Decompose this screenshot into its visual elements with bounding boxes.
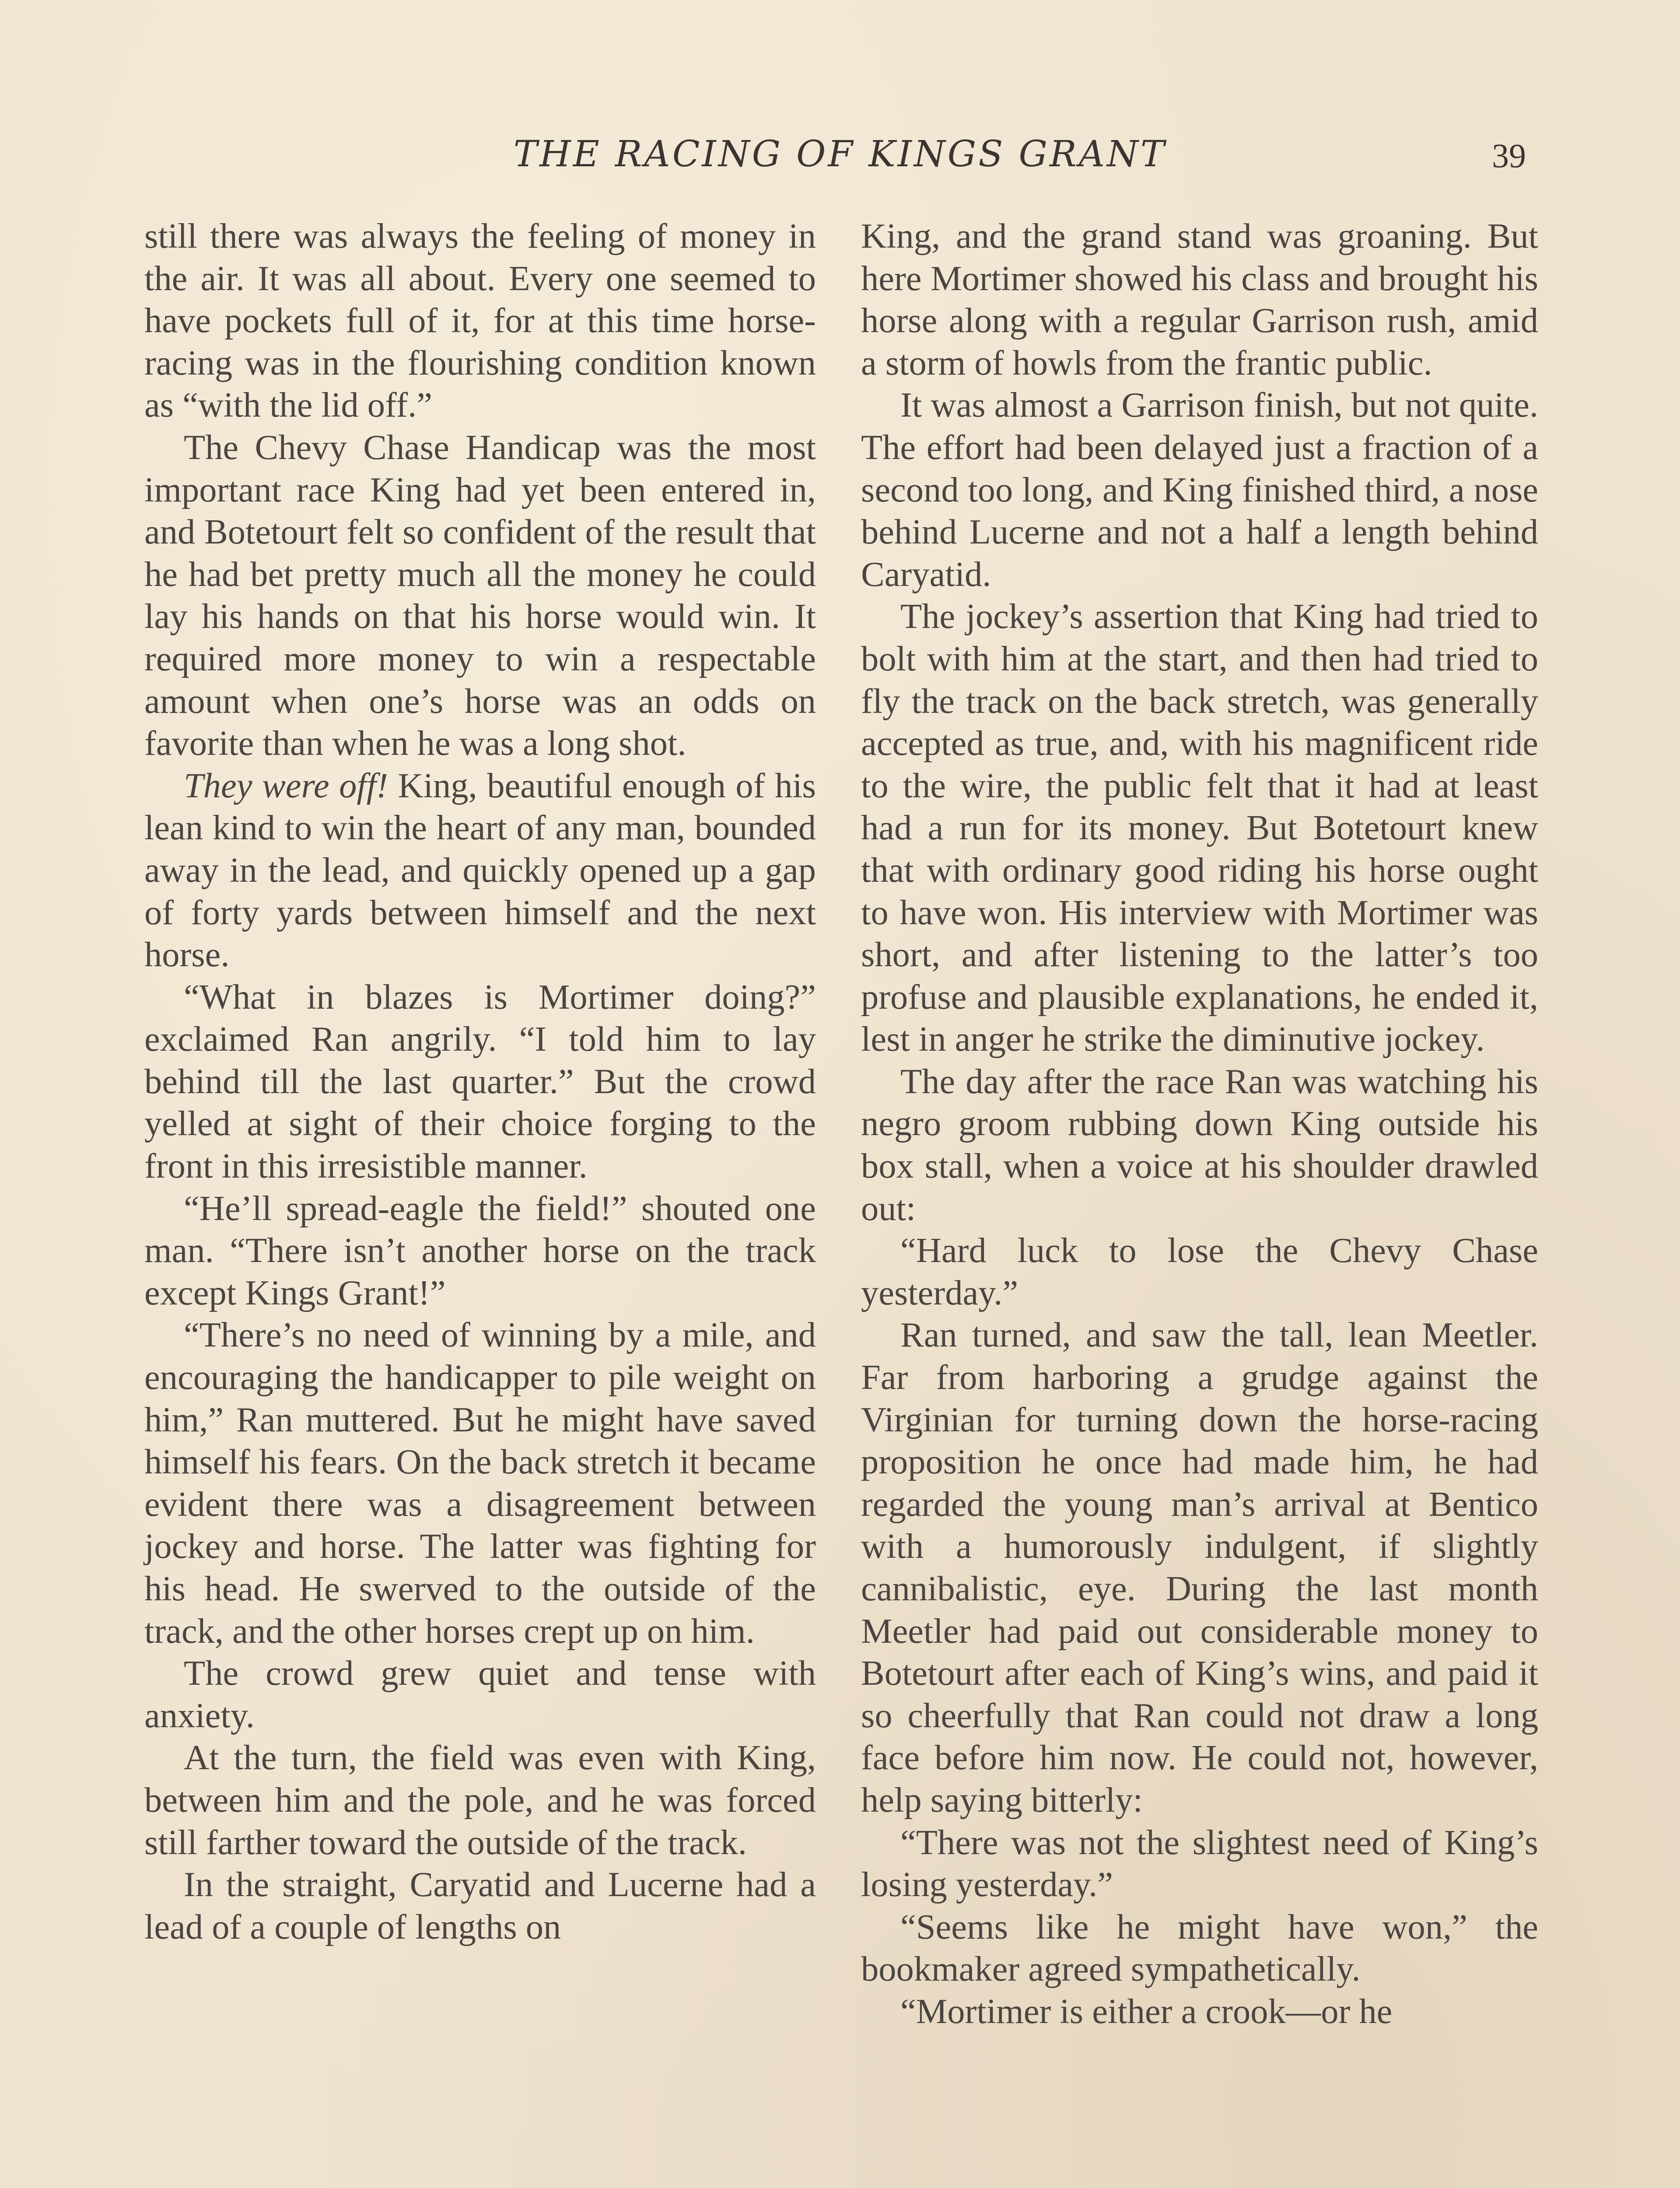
paragraph: “He’ll spread-eagle the field!” shouted one man. “There isn’t another horse on the track except Kings Grant!” bbox=[144, 1189, 816, 1312]
paragraph: still there was always the feeling of money in the air. It was all about. Every one seemed to have pockets full of it, for at this time horse-racing was in the flourishing condition known as “with the lid off.” bbox=[144, 217, 816, 425]
paragraph-text: King, beautiful enough of his lean kind to win the heart of any man, bounded away in the lead, and quickly opened up a gap of forty yards between himself and the next horse. bbox=[144, 766, 816, 975]
paragraph: The crowd grew quiet and tense with anxiety. bbox=[144, 1654, 816, 1735]
paragraph: “What in blazes is Mortimer doing?” exclaimed Ran angrily. “I told him to lay behind till the last quarter.” But the crowd yelled at sight of their choice forging to the front in this irresistible manner. bbox=[144, 977, 816, 1186]
paragraph: At the turn, the field was even with King, between him and the pole, and he was forced still farther toward the outside of the track. bbox=[144, 1738, 816, 1862]
paragraph: In the straight, Caryatid and Lucerne had a lead of a couple of lengths on bbox=[144, 1865, 816, 1946]
paragraph: King, and the grand stand was groaning. But here Mortimer showed his class and brought his horse along with a regular Garrison rush, amid a storm of howls from the frantic public. bbox=[861, 217, 1538, 382]
left-column bbox=[144, 215, 816, 2188]
paragraph: The day after the race Ran was watching his negro groom rubbing down King outside his box stall, when a voice at his shoulder drawled out: bbox=[861, 1062, 1538, 1228]
italic-phrase: They were off! bbox=[184, 766, 388, 805]
paragraph: “There’s no need of winning by a mile, and encouraging the handicapper to pile weight on him,” Ran muttered. But he might have saved himself his fears. On the back stretch it became evident there was a disagreement between jockey and horse. The latter was fighting for his head. He swerved to the outside of the track, and the other horses crept up on him. bbox=[144, 1315, 816, 1651]
paragraph: “Mortimer is either a crook—or he bbox=[900, 1992, 1393, 2031]
paragraph: “Hard luck to lose the Chevy Chase yesterday.” bbox=[861, 1231, 1538, 1312]
page-number: 39 bbox=[1492, 137, 1526, 175]
paragraph: “Seems like he might have won,” the bookmaker agreed sympathetically. bbox=[861, 1907, 1538, 1989]
paragraph bbox=[144, 765, 816, 976]
paragraph: The jockey’s assertion that King had tried to bolt with him at the start, and then had tried to fly the track on the back stretch, was generally accepted as true, and, with his magnificent ride to the wire, the public felt that it had at least had a run for its money. But Botetourt knew that with ordinary good riding his horse ought to have won. His interview with Mortimer was short, and after listening to the latter’s too profuse and plausible explanations, he ended it, lest in anger he strike the diminutive jockey. bbox=[861, 597, 1538, 1059]
paragraph: The Chevy Chase Handicap was the most important race King had yet been entered in, and Botetourt felt so confident of the result that he had bet pretty much all the money he could lay his hands on that his horse would win. It required more money to win a respectable amount when one’s horse was an odds on favorite than when he was a long shot. bbox=[144, 428, 816, 763]
page-header bbox=[0, 133, 1680, 186]
paragraph: Ran turned, and saw the tall, lean Meetler. Far from harboring a grudge against the Virginian for turning down the horse-racing proposition he once had made him, he had regarded the young man’s arrival at Bentico with a humorously indulgent, if slightly cannibalistic, eye. During the last month Meetler had paid out considerable money to Botetourt after each of King’s wins, and paid it so cheerfully that Ran could not draw a long face before him now. He could not, however, help saying bitterly: bbox=[861, 1315, 1538, 1820]
paragraph: “There was not the slightest need of King’s losing yesterday.” bbox=[861, 1823, 1538, 1904]
running-title: THE RACING OF KINGS GRANT bbox=[513, 133, 1167, 175]
paragraph: It was almost a Garrison finish, but not quite. The effort had been delayed just a fraction of a second too long, and King finished third, a nose behind Lucerne and not a half a length behind Caryatid. bbox=[861, 386, 1538, 594]
right-column bbox=[861, 215, 1538, 2188]
